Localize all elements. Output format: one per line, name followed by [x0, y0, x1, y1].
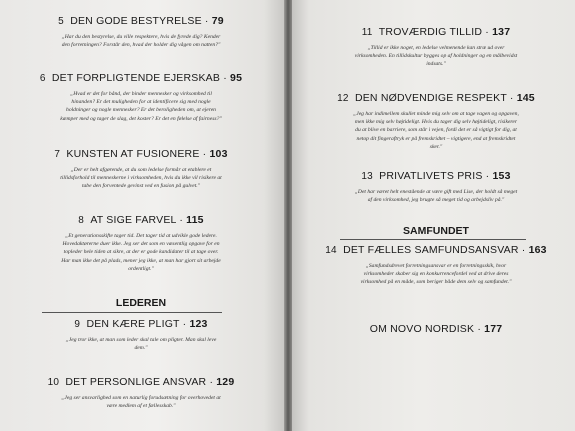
- toc-quote: „Jeg ser ansvarlighed som en naturlig forudsætning for overhovedet at være medlem af et fællesskab.": [61, 395, 221, 410]
- toc-entry-12: [304, 92, 568, 151]
- book-gutter: [284, 0, 292, 431]
- toc-entry-closing: [304, 323, 568, 335]
- section-rule: [42, 312, 222, 313]
- toc-entry-11: [304, 26, 568, 69]
- toc-quote: „Der er helt afgørende, at du som ledelse formår at etablere et tillidsforhold til menneskerne i virksomheden, hvis du ikke vil risikere at tabe den forventede gevinst ved en fusion på gulvet.": [60, 167, 222, 190]
- toc-heading: OM NOVO NORDISK · 177: [369, 323, 503, 335]
- toc-quote: „Har du den bestyrelse, du ville respektere, hvis de fyrede dig? Kender den forretningen? Forstår den, hvad der holder dig vågen om natten?": [61, 34, 221, 49]
- toc-entry-13: [304, 170, 568, 204]
- toc-heading: 6 DET FORPLIGTENDE EJERSKAB · 95: [39, 72, 243, 84]
- toc-quote: „Samfundsdrevet forretningsansvar er en forretningsskik, hvor virksomheder skaber sig en konkurrencefordel ved at drive deres virksomhed på en måde, som beriger både dem selv og samfundet.": [360, 263, 512, 286]
- toc-quote: „Hvad er det for bånd, der binder mennesker og virksomhed til hinanden? Er det muligheden for at identificere sig med nogle holdninger og nogle mennesker? Er det beroligheden om, at ejeren kæmper med og tager de slag, det koster? Er det en følelse af fairness?": [60, 91, 222, 122]
- toc-heading: 7 KUNSTEN AT FUSIONERE · 103: [54, 148, 228, 160]
- toc-heading: 5 DEN GODE BESTYRELSE · 79: [58, 15, 224, 27]
- section-rule: [340, 239, 526, 240]
- toc-heading: 12 DEN NØDVENDIGE RESPEKT · 145: [337, 92, 535, 104]
- right-page: [292, 0, 575, 431]
- toc-entry-7: [14, 148, 268, 191]
- toc-heading: 9 DEN KÆRE PLIGT · 123: [74, 318, 208, 330]
- toc-quote: „Det har været helt enestående at være gift med Lise, der holdt så meget af den virksomhed, jeg brugte så meget tid og arbejdsliv på.": [354, 189, 518, 204]
- toc-entry-14: [304, 244, 568, 287]
- toc-heading: 14 DET FÆLLES SAMFUNDSANSVAR · 163: [325, 244, 547, 256]
- toc-heading: 13 PRIVATLIVETS PRIS · 153: [361, 170, 511, 182]
- toc-quote: „Et generationsskifte tager tid. Det tager tid at udvikle gode ledere. Hovedaktørerne duer ikke. Jeg ser det som en væsentlig opgave for en topleder hele tiden at sikre, at der er gode kandidater til at tage over. Har man ikke det på plads, mener jeg ikke, at man har gjort sit arbejde ordentligt.": [61, 233, 221, 272]
- left-page: [0, 0, 284, 431]
- toc-heading: 8 AT SIGE FARVEL · 115: [78, 214, 204, 226]
- toc-entry-9: [14, 318, 268, 352]
- section-heading-samfundet: SAMFUNDET: [403, 225, 469, 237]
- toc-entry-8: [14, 214, 268, 273]
- toc-quote: „Jeg tror ikke, at man som leder skal tale om pligter. Man skal leve dem.": [65, 337, 217, 352]
- toc-quote: „Jeg har indimellem skullet minde mig selv om at tage vagen og opgaven, men ikke mig selv højtideligt. Hvis du tager dig selv højtideligt, risikerer du at blive en barriere, som står i vejen, fordi det er så vigtigt for dig, at netop dit fingeraftryk er på fremskridtet – vigtigere, end at fremskridtet sker.": [353, 111, 519, 150]
- toc-entry-10: [14, 376, 268, 410]
- toc-heading: 11 TROVÆRDIG TILLID · 137: [361, 26, 511, 38]
- toc-entry-6: [14, 72, 268, 123]
- toc-quote: „Tillid er ikke noget, en ledelse velmenende kan stræ ud over virksomheden. En tillidskultur bygges op af holdninger og en målbevidst indsats.": [354, 45, 518, 68]
- toc-entry-5: [14, 15, 268, 49]
- section-heading-lederen: LEDEREN: [115, 297, 167, 309]
- toc-heading: 10 DET PERSONLIGE ANSVAR · 129: [47, 376, 235, 388]
